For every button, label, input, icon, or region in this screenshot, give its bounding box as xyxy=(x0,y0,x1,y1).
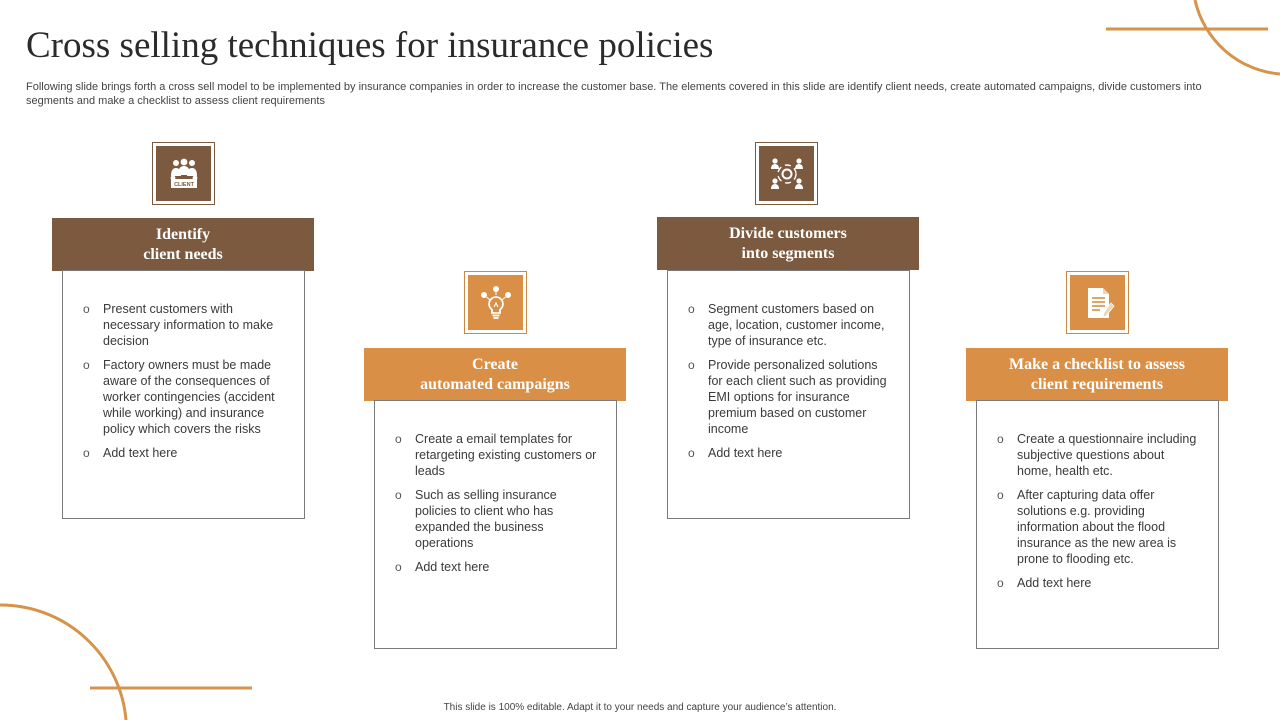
page-subtitle: Following slide brings forth a cross sell model to be implemented by insurance companies in order to increase the customer base. The elements covered in this slide are identify client needs, create automated campaigns, divide customers into segments and make a checklist to assess client requirements xyxy=(26,81,1202,107)
step-1-header: Identify client needs xyxy=(52,218,314,271)
footer-note: This slide is 100% editable. Adapt it to your needs and capture your audience’s attention. xyxy=(443,702,837,713)
list-item-text: Add text here xyxy=(708,446,783,460)
checklist-document-icon xyxy=(1080,285,1116,321)
step-4-icon-frame xyxy=(1066,271,1129,334)
bullet-marker: o xyxy=(688,302,695,316)
list-item xyxy=(688,301,891,349)
list-item-text: Segment customers based on age, location, customer income, type of insurance etc. xyxy=(708,302,885,348)
list-item-text: Provide personalized solutions for each client such as providing EMI options for insurance premium based on customer income xyxy=(708,358,887,436)
bullet-marker: o xyxy=(997,576,1004,590)
bullet-marker: o xyxy=(83,358,90,372)
list-item xyxy=(688,445,891,461)
page-title: Cross selling techniques for insurance policies xyxy=(26,25,714,66)
list-item-text: Create a questionnaire including subjective questions about home, health etc. xyxy=(1017,432,1197,478)
bullet-marker: o xyxy=(997,432,1004,446)
step-4-header: Make a checklist to assess client requirements xyxy=(966,348,1228,401)
list-item-text: After capturing data offer solutions e.g. providing information about the flood insurance as the new area is prone to flooding etc. xyxy=(1017,488,1177,566)
list-item xyxy=(83,445,286,461)
list-item xyxy=(83,301,286,349)
list-item-text: Create a email templates for retargeting existing customers or leads xyxy=(415,432,597,478)
list-item-text: Add text here xyxy=(103,446,178,460)
bullet-marker: o xyxy=(395,560,402,574)
list-item-text: Add text here xyxy=(1017,576,1092,590)
bullet-marker: o xyxy=(688,446,695,460)
list-item xyxy=(688,357,891,437)
bullet-marker: o xyxy=(395,432,402,446)
client-group-icon xyxy=(166,156,202,192)
list-item-text: Present customers with necessary information to make decision xyxy=(103,302,274,348)
list-item xyxy=(997,487,1200,567)
list-item xyxy=(395,431,598,479)
list-item xyxy=(395,559,598,575)
bullet-marker: o xyxy=(997,488,1004,502)
list-item xyxy=(83,357,286,437)
client-icon-label: CLIENT xyxy=(173,181,194,188)
list-item-text: Add text here xyxy=(415,560,490,574)
list-item xyxy=(997,431,1200,479)
list-item xyxy=(997,575,1200,591)
segments-network-icon xyxy=(769,156,805,192)
bullet-marker: o xyxy=(83,302,90,316)
bullet-marker: o xyxy=(395,488,402,502)
step-2-icon-frame xyxy=(464,271,527,334)
bullet-marker: o xyxy=(688,358,695,372)
step-2-card xyxy=(374,400,617,649)
list-item-text: Such as selling insurance policies to client who has expanded the business operations xyxy=(415,488,557,550)
lightbulb-icon xyxy=(478,285,514,321)
list-item xyxy=(395,487,598,551)
bullet-marker: o xyxy=(83,446,90,460)
step-1-icon-frame xyxy=(152,142,215,205)
list-item-text: Factory owners must be made aware of the consequences of worker contingencies (accident while working) and insurance policy which covers the risks xyxy=(103,358,275,436)
step-3-card xyxy=(667,270,910,519)
step-1-card xyxy=(62,270,305,519)
step-2-header: Create automated campaigns xyxy=(364,348,626,401)
step-4-card xyxy=(976,400,1219,649)
step-3-icon-frame xyxy=(755,142,818,205)
step-3-header: Divide customers into segments xyxy=(657,217,919,270)
